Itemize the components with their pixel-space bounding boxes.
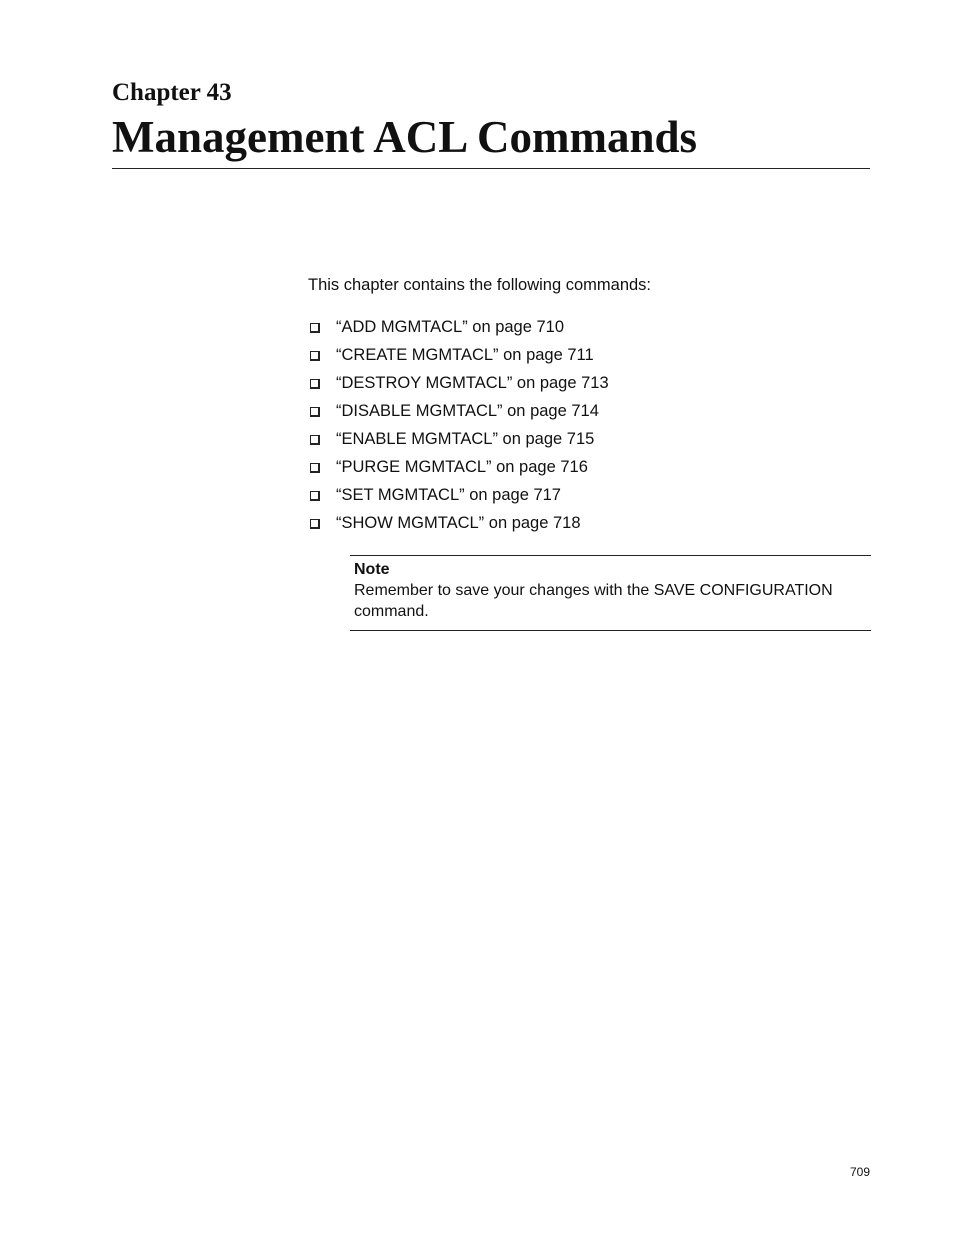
checkbox-bullet-icon <box>308 401 336 421</box>
command-link[interactable]: “DISABLE MGMTACL” on page 714 <box>336 401 599 420</box>
list-item <box>308 341 609 369</box>
list-item <box>308 425 609 453</box>
command-link[interactable]: “SET MGMTACL” on page 717 <box>336 485 561 504</box>
checkbox-bullet-icon <box>308 457 336 477</box>
command-link[interactable]: “SHOW MGMTACL” on page 718 <box>336 513 581 532</box>
checkbox-bullet-icon <box>308 373 336 393</box>
checkbox-bullet-icon <box>308 429 336 449</box>
list-item <box>308 453 609 481</box>
chapter-label: Chapter 43 <box>112 79 232 106</box>
intro-text: This chapter contains the following commands: <box>308 276 652 294</box>
checkbox-bullet-icon <box>308 345 336 365</box>
note-box <box>350 555 871 631</box>
command-list <box>308 313 609 537</box>
page-number: 709 <box>849 1165 870 1179</box>
command-link[interactable]: “DESTROY MGMTACL” on page 713 <box>336 373 609 392</box>
checkbox-bullet-icon <box>308 317 336 337</box>
list-item <box>308 481 609 509</box>
checkbox-bullet-icon <box>308 485 336 505</box>
command-link[interactable]: “CREATE MGMTACL” on page 711 <box>336 345 594 364</box>
command-link[interactable]: “ADD MGMTACL” on page 710 <box>336 317 565 336</box>
title-divider <box>112 168 870 169</box>
note-body: Remember to save your changes with the SAVE CONFIGURATION command. <box>354 582 833 620</box>
list-item <box>308 397 609 425</box>
list-item <box>308 313 609 341</box>
command-link[interactable]: “PURGE MGMTACL” on page 716 <box>336 457 588 476</box>
list-item <box>308 509 609 537</box>
command-link[interactable]: “ENABLE MGMTACL” on page 715 <box>336 429 595 448</box>
note-heading: Note <box>354 561 390 578</box>
chapter-title: Management ACL Commands <box>112 112 698 162</box>
checkbox-bullet-icon <box>308 513 336 533</box>
list-item <box>308 369 609 397</box>
